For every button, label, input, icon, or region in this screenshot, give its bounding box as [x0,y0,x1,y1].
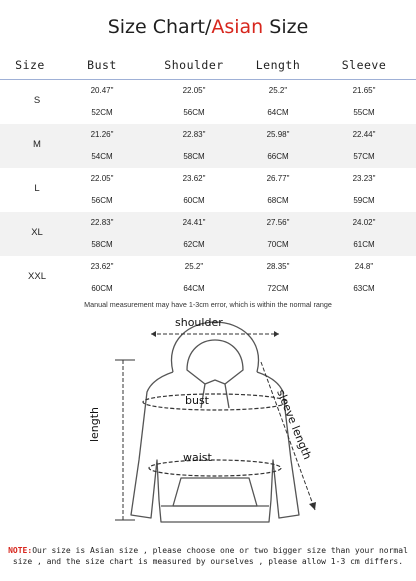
size-cell: XXL [28,271,46,282]
cm-cell: 56CM [91,196,113,205]
cm-cell: 54CM [91,152,113,161]
inch-cell: 21.65" [352,86,376,95]
waist-label: waist [183,451,212,464]
header-bust: Bust [87,58,117,72]
cm-cell: 63CM [353,284,375,293]
inch-cell: 23.62" [182,174,206,183]
hoodie-diagram [88,310,335,540]
cm-cell: 57CM [353,152,375,161]
inch-cell: 25.2" [184,262,204,271]
shoulder-label: shoulder [175,316,223,329]
cm-cell: 64CM [267,108,289,117]
cm-cell: 59CM [353,196,375,205]
inch-cell: 24.41" [182,218,206,227]
inch-cell: 22.83" [182,130,206,139]
header-length: Length [255,58,301,72]
length-label: length [88,406,102,443]
size-cell: M [33,139,41,150]
cm-cell: 58CM [91,240,113,249]
size-cell: XL [31,227,43,238]
table-row [0,80,416,124]
header-shoulder: Shoulder [164,58,224,72]
note-key: NOTE: [8,546,33,555]
cm-cell: 55CM [353,108,375,117]
table-row [0,124,416,168]
header-sleeve: Sleeve [341,58,387,72]
cm-cell: 70CM [267,240,289,249]
sleeve-length-label: sleeve length [274,387,315,462]
inch-cell: 22.05" [182,86,206,95]
header-size: Size [15,58,45,72]
size-cell: S [33,95,41,106]
table-header [0,52,416,78]
inch-cell: 22.05" [90,174,114,183]
title-accent: Asian [211,16,264,38]
cm-cell: 62CM [183,240,205,249]
table-row [0,256,416,300]
inch-cell: 25.2" [268,86,288,95]
cm-cell: 68CM [267,196,289,205]
inch-cell: 26.77" [266,174,290,183]
inch-cell: 28.35" [266,262,290,271]
inch-cell: 22.83" [90,218,114,227]
inch-cell: 24.02" [352,218,376,227]
inch-cell: 20.47" [90,86,114,95]
cm-cell: 60CM [183,196,205,205]
inch-cell: 22.44" [352,130,376,139]
inch-cell: 21.26" [90,130,114,139]
cm-cell: 58CM [183,152,205,161]
footer-note [4,545,412,567]
measurement-note: Manual measurement may have 1-3cm error, which is within the normal range [84,300,332,309]
note-text: Our size is Asian size , please choose one or two bigger size than your normal size , and the size chart is measured by ourselves , please allow 1-3 cm differs. [12,546,408,566]
inch-cell: 23.62" [90,262,114,271]
inch-cell: 25.98" [266,130,290,139]
bust-label: bust [185,394,209,407]
cm-cell: 72CM [267,284,289,293]
cm-cell: 56CM [183,108,205,117]
inch-cell: 23.23" [352,174,376,183]
title-suffix: Size [263,16,309,38]
page-title [0,16,416,38]
inch-cell: 27.56" [266,218,290,227]
table-row [0,212,416,256]
title-main: Size Chart/ [107,16,212,38]
cm-cell: 66CM [267,152,289,161]
inch-cell: 24.8" [354,262,374,271]
table-row [0,168,416,212]
size-cell: L [34,183,40,194]
cm-cell: 61CM [353,240,375,249]
cm-cell: 64CM [183,284,205,293]
cm-cell: 60CM [91,284,113,293]
cm-cell: 52CM [91,108,113,117]
